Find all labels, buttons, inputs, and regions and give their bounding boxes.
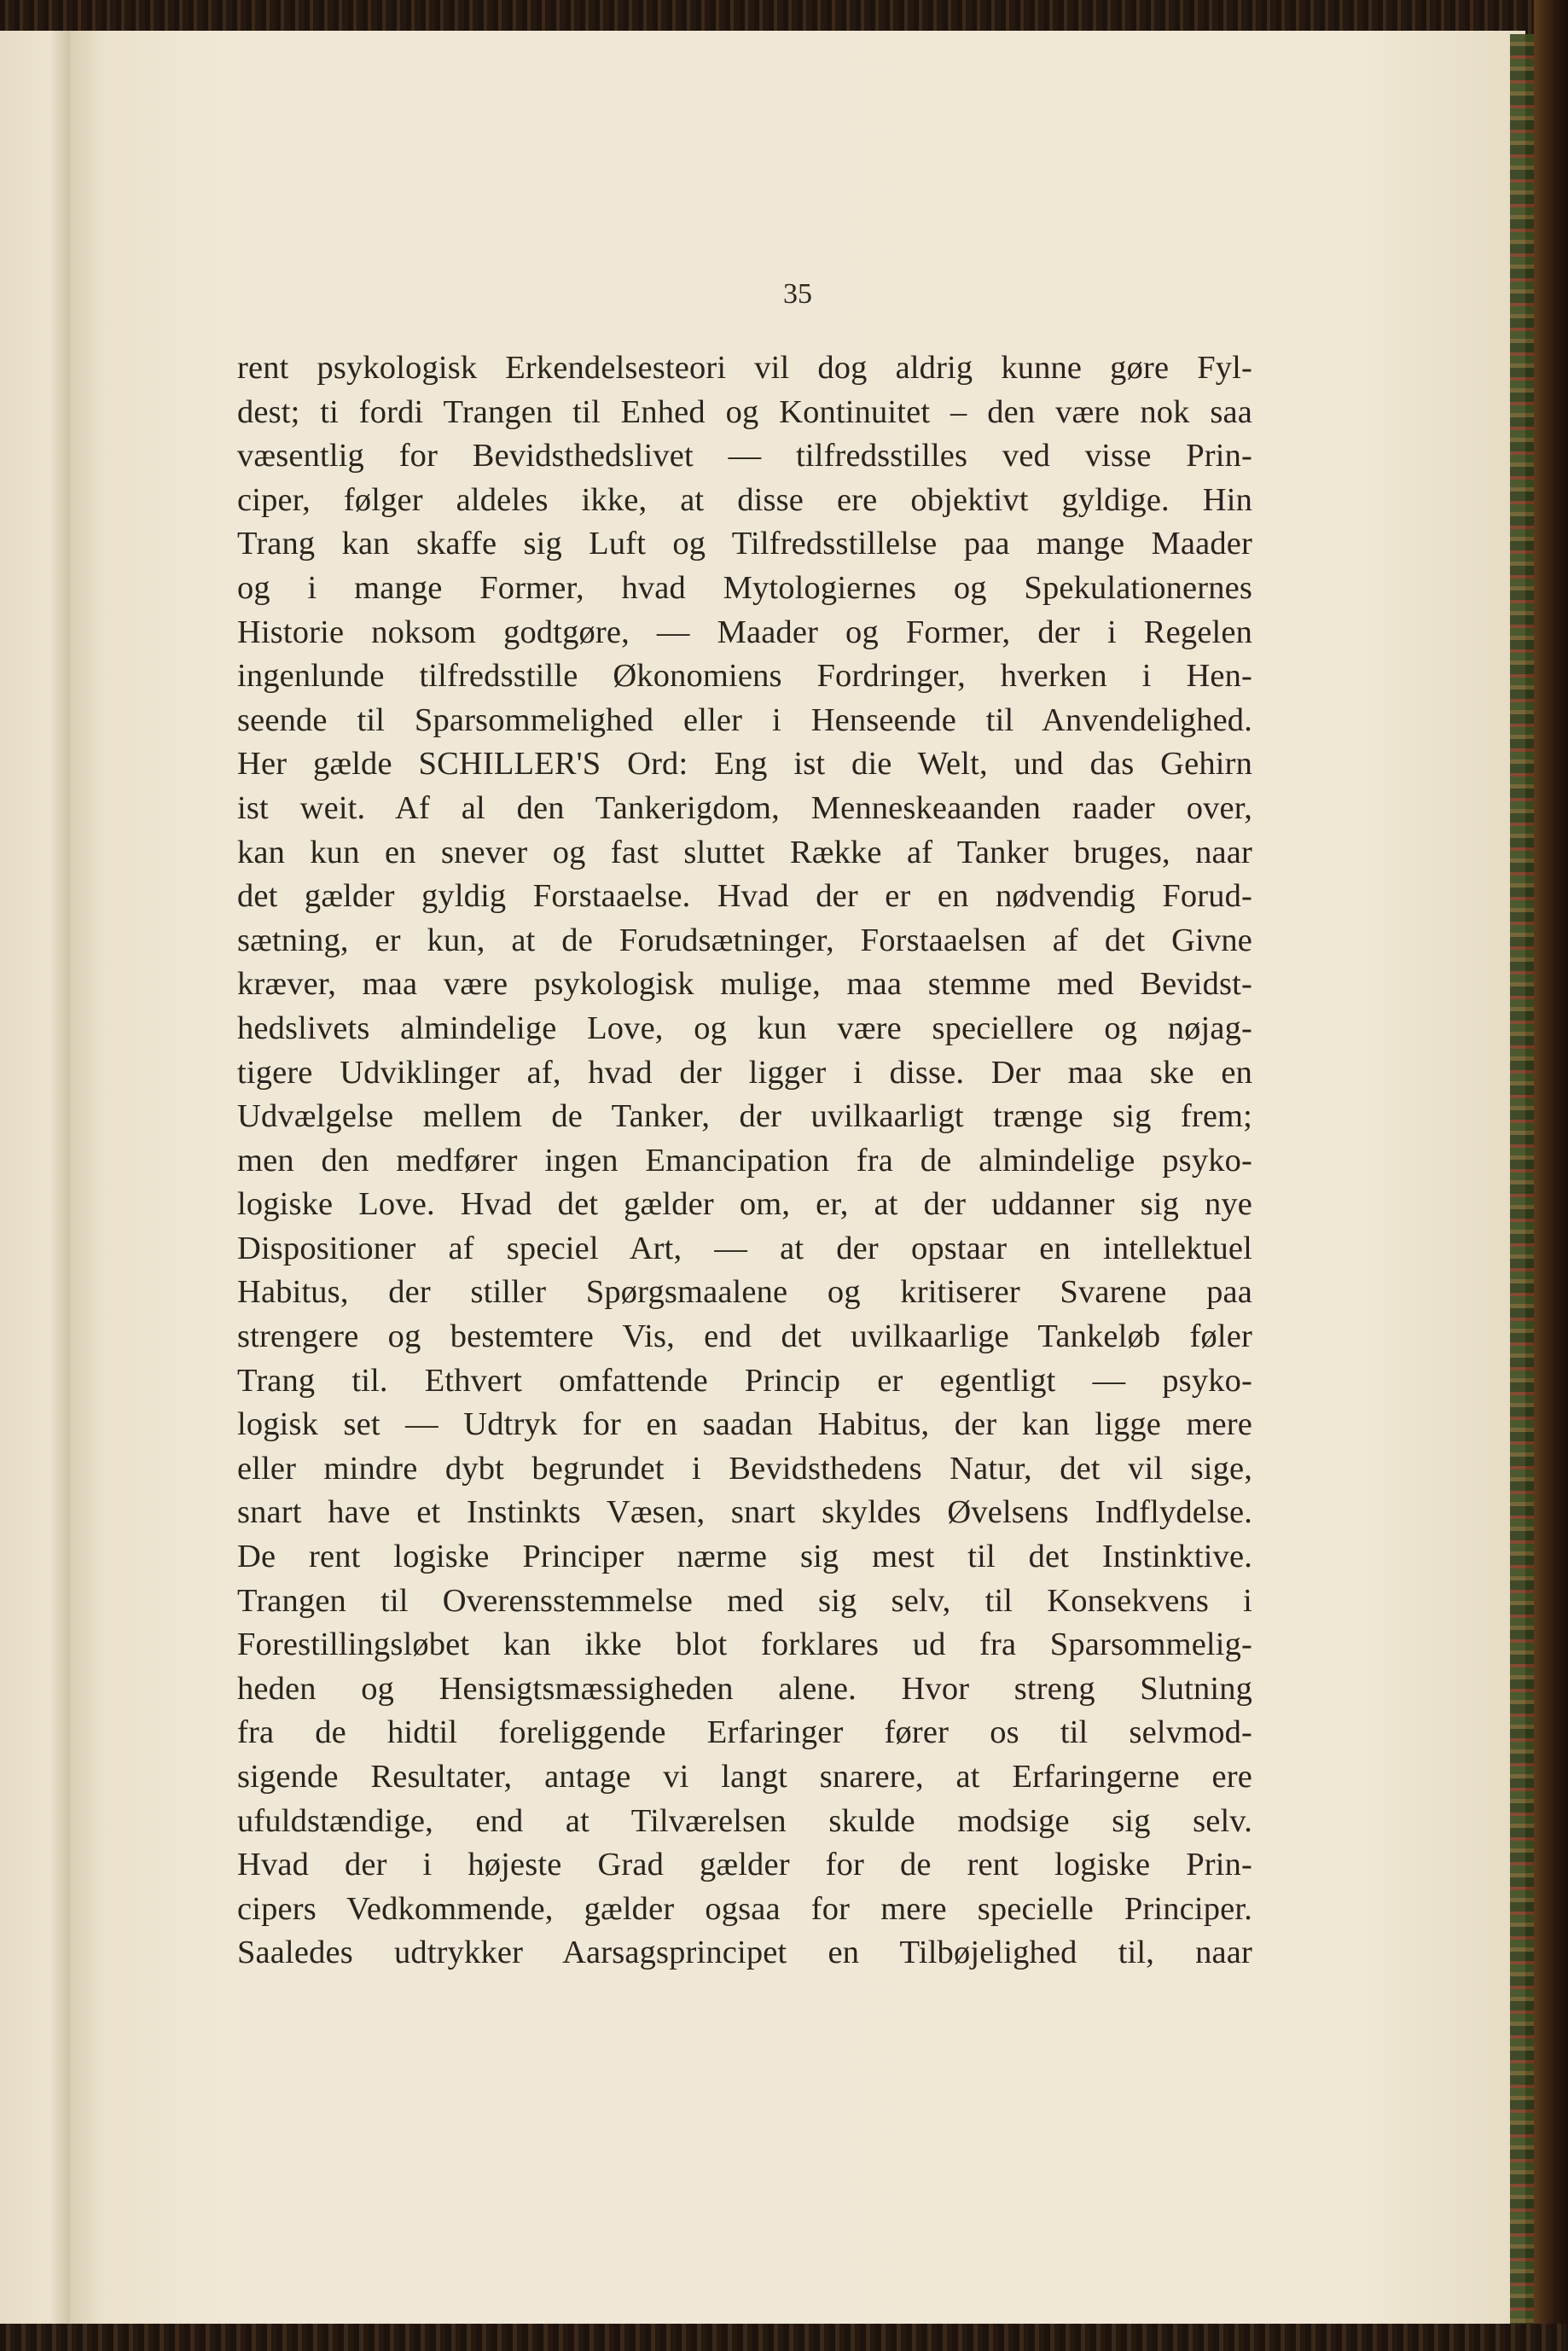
text-line: ciper, følger aldeles ikke, at disse ere objektivt gyldige. Hin [237, 481, 1252, 518]
text-line: men den medfører ingen Emancipation fra de almindelige psyko- [237, 1142, 1252, 1178]
text-line: væsentlig for Bevidsthedslivet — tilfredsstilles ved visse Prin- [237, 438, 1252, 474]
text-line: det gælder gyldig Forstaaelse. Hvad der er en nødvendig Forud- [237, 878, 1252, 915]
text-line: Udvælgelse mellem de Tanker, der uvilkaarligt trænge sig frem; [237, 1098, 1252, 1135]
text-line: ufuldstændige, end at Tilværelsen skulde modsige sig selv. [237, 1802, 1252, 1839]
text-line: fra de hidtil foreliggende Erfaringer fører os til selvmod- [237, 1714, 1252, 1751]
text-line: kan kun en snever og fast sluttet Række af Tanker bruges, naar [237, 834, 1252, 870]
text-line: Dispositioner af speciel Art, — at der opstaar en intellektuel [237, 1230, 1252, 1266]
book-page [70, 31, 1525, 2326]
text-line: seende til Sparsommelighed eller i Henseende til Anvendelighed. [237, 701, 1252, 738]
text-line: strengere og bestemtere Vis, end det uvilkaarlige Tankeløb føler [237, 1318, 1252, 1355]
page-number: 35 [783, 278, 812, 310]
text-line: sigende Resultater, antage vi langt snarere, at Erfaringerne ere [237, 1759, 1252, 1795]
text-line: Saaledes udtrykker Aarsagsprincipet en Tilbøjelighed til, naar [237, 1935, 1252, 1971]
text-line: dest; ti fordi Trangen til Enhed og Kontinuitet – den være nok saa [237, 393, 1252, 430]
text-line: logiske Love. Hvad det gælder om, er, at der uddanner sig nye [237, 1186, 1252, 1223]
book-bottom-edge [0, 2324, 1568, 2351]
text-line: Forestillingsløbet kan ikke blot forklares ud fra Sparsommelig- [237, 1626, 1252, 1663]
text-line: Trang kan skaffe sig Luft og Tilfredsstillelse paa mange Maader [237, 526, 1252, 562]
text-line: eller mindre dybt begrundet i Bevidsthedens Natur, det vil sige, [237, 1450, 1252, 1487]
text-line: heden og Hensigtsmæssigheden alene. Hvor streng Slutning [237, 1670, 1252, 1707]
text-line: ingenlunde tilfredsstille Økonomiens Fordringer, hverken i Hen- [237, 658, 1252, 695]
text-line: sætning, er kun, at de Forudsætninger, Forstaaelsen af det Givne [237, 922, 1252, 958]
text-line: Trang til. Ethvert omfattende Princip er egentligt — psyko- [237, 1362, 1252, 1399]
facing-page-edge [0, 31, 70, 2326]
text-line: kræver, maa være psykologisk mulige, maa stemme med Bevidst- [237, 966, 1252, 1003]
text-line: Historie noksom godtgøre, — Maader og Former, der i Regelen [237, 614, 1252, 650]
text-line: Her gælde SCHILLER'S Ord: Eng ist die Welt, und das Gehirn [237, 746, 1252, 783]
body-text [237, 346, 1252, 1976]
text-line: hedslivets almindelige Love, og kun være speciellere og nøjag- [237, 1010, 1252, 1046]
text-line: ist weit. Af al den Tankerigdom, Menneskeaanden raader over, [237, 789, 1252, 826]
book-right-edge [1534, 0, 1568, 2351]
text-line: Habitus, der stiller Spørgsmaalene og kritiserer Svarene paa [237, 1274, 1252, 1311]
text-line: og i mange Former, hvad Mytologiernes og Spekulationernes [237, 569, 1252, 606]
text-line: rent psykologisk Erkendelsesteori vil dog aldrig kunne gøre Fyl- [237, 350, 1252, 386]
text-line: logisk set — Udtryk for en saadan Habitus, der kan ligge mere [237, 1406, 1252, 1443]
text-line: cipers Vedkommende, gælder ogsaa for mere specielle Principer. [237, 1890, 1252, 1927]
text-line: Hvad der i højeste Grad gælder for de rent logiske Prin- [237, 1847, 1252, 1883]
book-top-edge [0, 0, 1568, 34]
text-line: Trangen til Overensstemmelse med sig selv, til Konsekvens i [237, 1582, 1252, 1619]
text-line: De rent logiske Principer nærme sig mest til det Instinktive. [237, 1539, 1252, 1575]
text-line: tigere Udviklinger af, hvad der ligger i disse. Der maa ske en [237, 1054, 1252, 1091]
text-line: snart have et Instinkts Væsen, snart skyldes Øvelsens Indflydelse. [237, 1494, 1252, 1531]
book-edge-strip [1510, 34, 1534, 2324]
